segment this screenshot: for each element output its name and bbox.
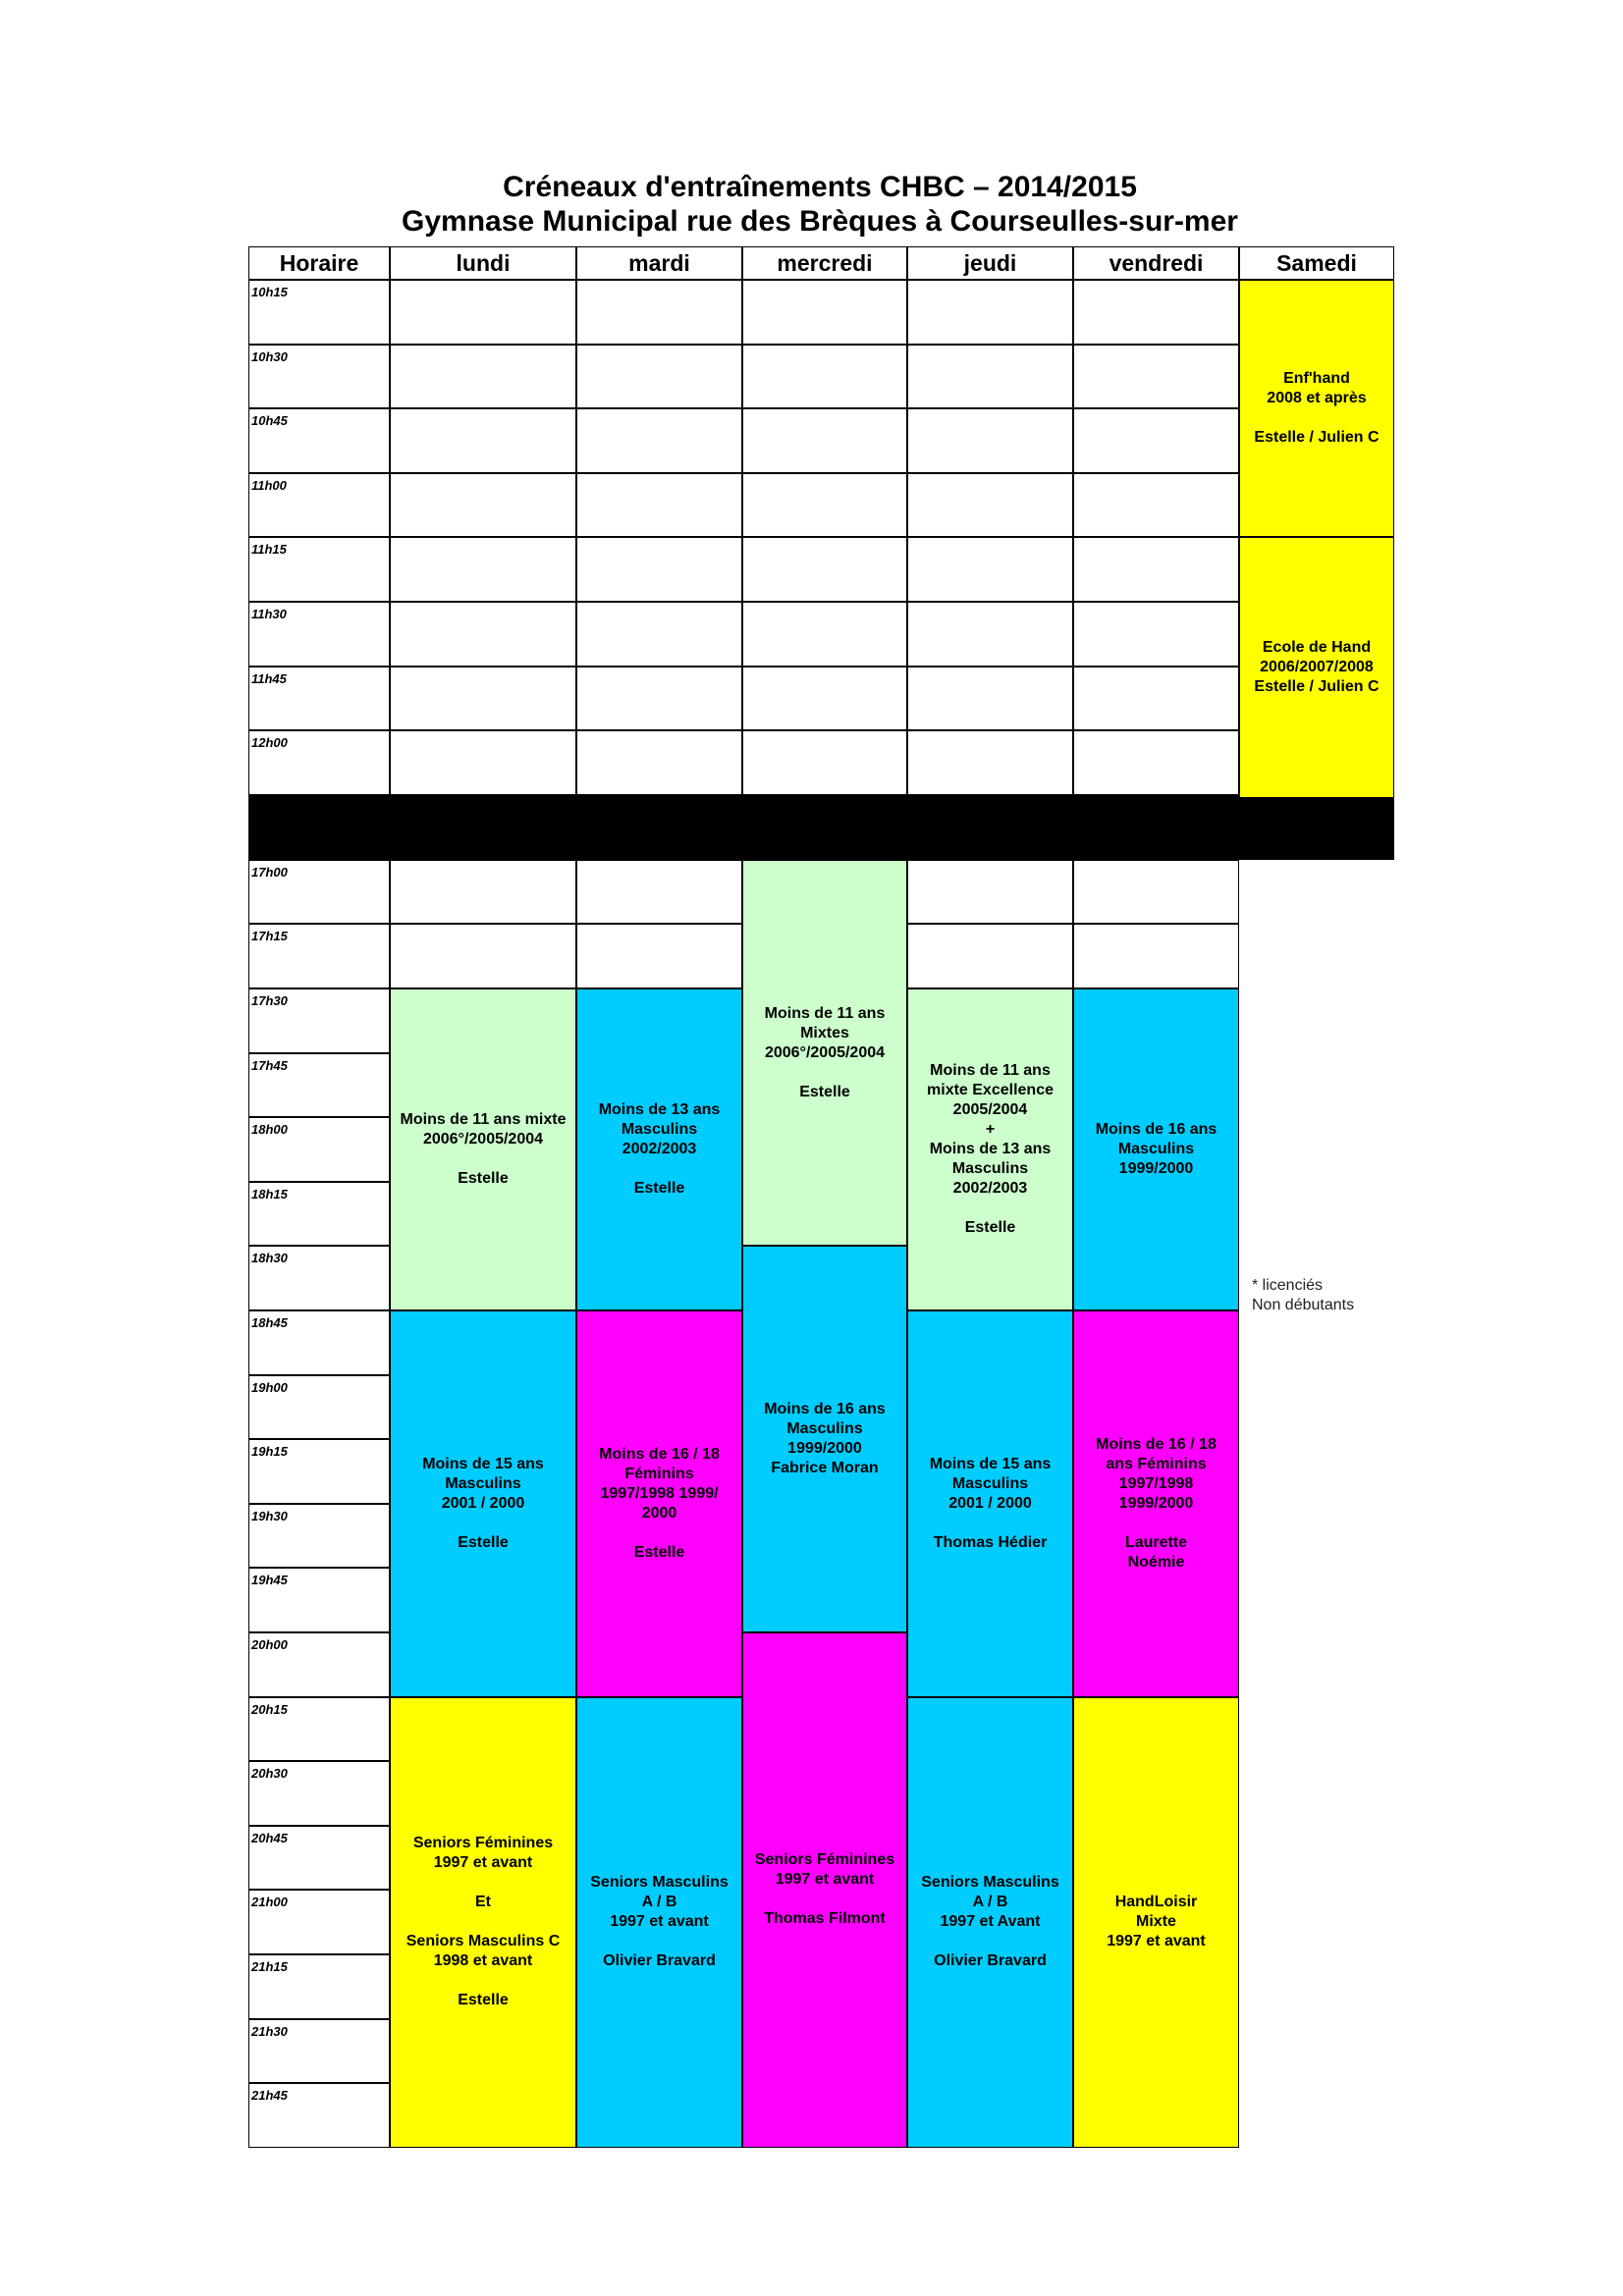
time-label: 21h45 [251, 2088, 288, 2104]
session-vendredi-handloisir: HandLoisir Mixte 1997 et avant [1073, 1697, 1239, 2148]
empty-slot [907, 860, 1073, 925]
time-label: 17h00 [251, 864, 288, 880]
time-label: 20h00 [251, 1637, 288, 1652]
page-title: Créneaux d'entraînements CHBC – 2014/2015 [503, 171, 1137, 203]
time-slot-evening [248, 1246, 390, 1310]
schedule-table [248, 246, 1394, 2155]
empty-slot [576, 924, 742, 988]
time-label: 17h15 [251, 929, 288, 944]
time-label: 21h15 [251, 1959, 288, 1974]
empty-slot [576, 730, 742, 795]
empty-slot [742, 473, 907, 538]
empty-slot [742, 730, 907, 795]
empty-slot [1073, 473, 1239, 538]
time-label: 18h30 [251, 1251, 288, 1266]
empty-slot [390, 345, 576, 409]
time-slot-evening [248, 1826, 390, 1891]
time-label: 20h45 [251, 1830, 288, 1845]
time-label: 19h15 [251, 1444, 288, 1460]
time-slot-morning [248, 345, 390, 409]
empty-slot [390, 602, 576, 667]
column-header-mercredi: mercredi [742, 246, 907, 280]
time-label: 11h45 [251, 670, 287, 686]
empty-slot [576, 537, 742, 602]
empty-slot [1073, 537, 1239, 602]
time-slot-evening [248, 924, 390, 988]
time-slot-evening [248, 1954, 390, 2019]
time-slot-evening [248, 1439, 390, 1504]
empty-slot [907, 602, 1073, 667]
empty-slot [907, 667, 1073, 731]
session-mercredi-moins-16: Moins de 16 ans Masculins 1999/2000 Fabrice Moran [742, 1246, 907, 1632]
empty-slot [576, 860, 742, 925]
time-label: 20h15 [251, 1701, 288, 1717]
time-slot-evening [248, 1568, 390, 1632]
time-slot-evening [248, 1697, 390, 1762]
time-label: 18h00 [251, 1122, 288, 1138]
time-slot-evening [248, 1117, 390, 1182]
empty-slot [576, 602, 742, 667]
empty-slot [907, 730, 1073, 795]
time-slot-evening [248, 1761, 390, 1826]
session-vendredi-moins-16: Moins de 16 ans Masculins 1999/2000 [1073, 988, 1239, 1310]
break-band [248, 795, 1394, 860]
empty-slot [390, 408, 576, 473]
session-samedi-enfhand: Enf'hand 2008 et après Estelle / Julien C [1239, 280, 1394, 537]
footnote: * licenciés Non débutants [1252, 1277, 1355, 1313]
empty-slot [907, 345, 1073, 409]
session-lundi-moins-15: Moins de 15 ans Masculins 2001 / 2000 Estelle [390, 1310, 576, 1697]
time-label: 10h45 [251, 413, 288, 429]
empty-slot [576, 473, 742, 538]
session-mercredi-moins-11: Moins de 11 ans Mixtes 2006°/2005/2004 Estelle [742, 860, 907, 1247]
empty-slot [907, 408, 1073, 473]
column-header-samedi: Samedi [1239, 246, 1394, 280]
empty-slot [742, 408, 907, 473]
session-samedi-ecole-de-hand: Ecole de Hand 2006/2007/2008 Estelle / Julien C [1239, 537, 1394, 798]
time-label: 21h00 [251, 1895, 288, 1910]
time-label: 10h30 [251, 348, 288, 364]
time-slot-evening [248, 2083, 390, 2148]
time-slot-evening [248, 1632, 390, 1697]
session-lundi-seniors: Seniors Féminines 1997 et avant Et Seniors Masculins C 1998 et avant Estelle [390, 1697, 576, 2148]
page-subtitle: Gymnase Municipal rue des Brèques à Courseulles-sur-mer [402, 205, 1238, 238]
session-vendredi-moins-16-18: Moins de 16 / 18 ans Féminins 1997/1998 1999/2000 Laurette Noémie [1073, 1310, 1239, 1697]
session-jeudi-moins-15: Moins de 15 ans Masculins 2001 / 2000 Thomas Hédier [907, 1310, 1073, 1697]
empty-slot [1073, 730, 1239, 795]
time-slot-evening [248, 860, 390, 925]
time-label: 19h00 [251, 1379, 288, 1395]
empty-slot [390, 473, 576, 538]
time-slot-morning [248, 537, 390, 602]
empty-slot [1073, 602, 1239, 667]
time-label: 12h00 [251, 735, 288, 751]
empty-slot [390, 924, 576, 988]
empty-slot [390, 860, 576, 925]
empty-slot [907, 924, 1073, 988]
time-slot-evening [248, 1375, 390, 1440]
empty-slot [390, 537, 576, 602]
time-slot-evening [248, 1053, 390, 1118]
time-label: 19h30 [251, 1508, 288, 1523]
column-header-vendredi: vendredi [1073, 246, 1239, 280]
time-slot-evening [248, 1310, 390, 1375]
time-slot-morning [248, 280, 390, 345]
empty-slot [390, 730, 576, 795]
empty-slot [390, 667, 576, 731]
session-mercredi-seniors: Seniors Féminines 1997 et avant Thomas Filmont [742, 1632, 907, 2148]
time-label: 19h45 [251, 1573, 288, 1588]
empty-slot [576, 408, 742, 473]
column-header-horaire: Horaire [248, 246, 390, 280]
empty-slot [576, 345, 742, 409]
empty-slot [742, 602, 907, 667]
session-jeudi-moins-11-13: Moins de 11 ans mixte Excellence 2005/2004 + Moins de 13 ans Masculins 2002/2003 Estelle [907, 988, 1073, 1310]
column-header-lundi: lundi [390, 246, 576, 280]
empty-slot [1073, 667, 1239, 731]
empty-slot [1073, 280, 1239, 345]
session-lundi-moins-11: Moins de 11 ans mixte 2006°/2005/2004 Estelle [390, 988, 576, 1310]
time-label: 21h30 [251, 2023, 288, 2039]
session-mardi-moins-16-18: Moins de 16 / 18 Féminins 1997/1998 1999/ 2000 Estelle [576, 1310, 742, 1697]
empty-slot [742, 667, 907, 731]
empty-slot [742, 280, 907, 345]
time-label: 17h30 [251, 993, 288, 1008]
time-label: 20h30 [251, 1766, 288, 1782]
time-label: 11h00 [251, 477, 287, 493]
session-mardi-seniors: Seniors Masculins A / B 1997 et avant Olivier Bravard [576, 1697, 742, 2148]
empty-slot [1073, 924, 1239, 988]
column-header-jeudi: jeudi [907, 246, 1073, 280]
time-slot-morning [248, 667, 390, 731]
time-slot-evening [248, 1504, 390, 1569]
time-slot-morning [248, 473, 390, 538]
time-slot-evening [248, 988, 390, 1053]
empty-slot [907, 280, 1073, 345]
time-slot-evening [248, 2019, 390, 2084]
empty-slot [576, 667, 742, 731]
time-slot-evening [248, 1890, 390, 1954]
session-mardi-moins-13: Moins de 13 ans Masculins 2002/2003 Estelle [576, 988, 742, 1310]
column-header-mardi: mardi [576, 246, 742, 280]
empty-slot [742, 345, 907, 409]
time-slot-morning [248, 408, 390, 473]
empty-slot [907, 473, 1073, 538]
time-label: 11h15 [251, 542, 287, 558]
time-label: 18h15 [251, 1186, 288, 1201]
time-slot-morning [248, 730, 390, 795]
time-label: 10h15 [251, 285, 288, 299]
empty-slot [576, 280, 742, 345]
empty-slot [1073, 860, 1239, 925]
session-jeudi-seniors: Seniors Masculins A / B 1997 et Avant Olivier Bravard [907, 1697, 1073, 2148]
time-slot-evening [248, 1182, 390, 1247]
empty-slot [1073, 408, 1239, 473]
time-label: 11h30 [251, 607, 287, 621]
time-label: 17h45 [251, 1057, 288, 1073]
empty-slot [742, 537, 907, 602]
empty-slot [907, 537, 1073, 602]
time-label: 18h45 [251, 1315, 288, 1330]
empty-slot [390, 280, 576, 345]
empty-slot [1073, 345, 1239, 409]
time-slot-morning [248, 602, 390, 667]
